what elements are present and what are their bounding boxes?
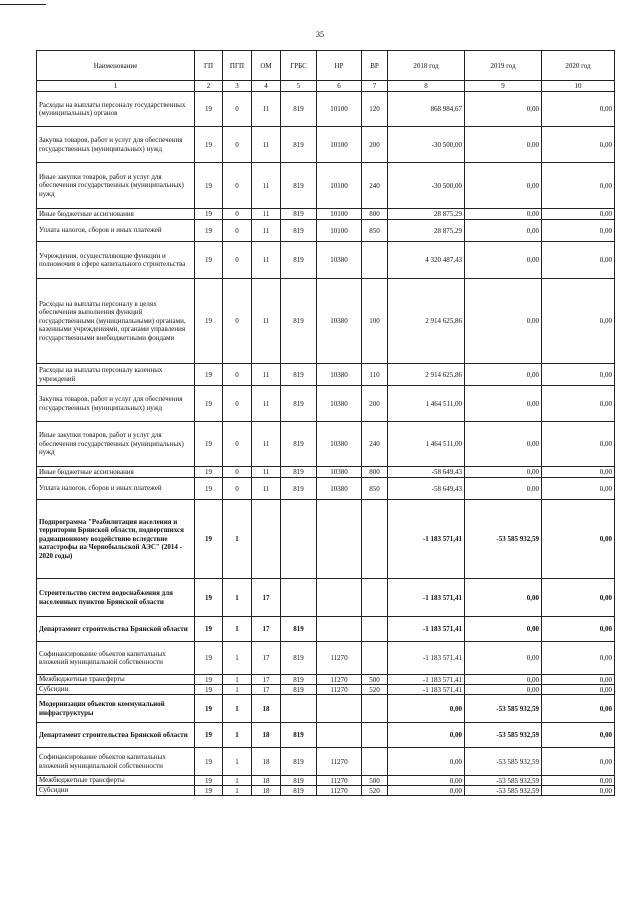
row-2020: 0,00 (542, 579, 615, 617)
row-2020: 0,00 (542, 242, 615, 279)
row-vr: 800 (362, 209, 388, 220)
row-name: Модернизация объектов коммунальной инфраструктуры (37, 695, 195, 723)
row-gp: 19 (195, 723, 223, 748)
row-om: 17 (252, 617, 281, 642)
table-row (37, 386, 615, 422)
row-pgp: 0 (223, 467, 252, 478)
row-name: Департамент строительства Брянской области (37, 723, 195, 748)
col-header-om: ОМ (252, 51, 281, 81)
row-2020: 0,00 (542, 467, 615, 478)
row-om: 18 (252, 695, 281, 723)
col-header-gp: ГП (195, 51, 223, 81)
row-om: 11 (252, 422, 281, 467)
row-name: Иные закупки товаров, работ и услуг для обеспечения государственных (муниципальных) нужд (37, 163, 195, 209)
row-pgp: 1 (223, 776, 252, 786)
row-grbs: 819 (281, 127, 317, 163)
row-gp: 19 (195, 127, 223, 163)
row-name: Иные бюджетные ассигнования (37, 209, 195, 220)
row-om: 17 (252, 579, 281, 617)
table-row (37, 695, 615, 723)
row-vr: 240 (362, 422, 388, 467)
row-vr: 110 (362, 364, 388, 386)
row-pgp: 0 (223, 209, 252, 220)
row-grbs: 819 (281, 220, 317, 242)
col-header-2019: 2019 год (465, 51, 542, 81)
row-nr (317, 723, 362, 748)
col-header-pgp: ПГП (223, 51, 252, 81)
row-gp: 19 (195, 695, 223, 723)
row-2019: -53 585 932,59 (465, 695, 542, 723)
row-name: Иные бюджетные ассигнования (37, 467, 195, 478)
row-pgp: 0 (223, 386, 252, 422)
row-grbs: 819 (281, 748, 317, 776)
col-number: 3 (223, 81, 252, 92)
row-2019: -53 585 932,59 (465, 500, 542, 579)
row-nr: 10380 (317, 364, 362, 386)
row-2020: 0,00 (542, 163, 615, 209)
row-2018: 2 914 625,86 (388, 279, 465, 364)
row-name: Закупка товаров, работ и услуг для обеспечения государственных (муниципальных) нужд (37, 386, 195, 422)
budget-table (36, 50, 615, 796)
row-vr (362, 642, 388, 675)
row-2018: 0,00 (388, 776, 465, 786)
col-number: 4 (252, 81, 281, 92)
table-row (37, 748, 615, 776)
row-name: Межбюджетные трансферты (37, 675, 195, 685)
row-2020: 0,00 (542, 642, 615, 675)
row-vr (362, 242, 388, 279)
row-grbs: 819 (281, 723, 317, 748)
table-row (37, 685, 615, 695)
row-vr: 800 (362, 467, 388, 478)
row-2019: 0,00 (465, 242, 542, 279)
row-2018: 28 875,29 (388, 209, 465, 220)
row-2018: -1 183 571,41 (388, 675, 465, 685)
table-row (37, 579, 615, 617)
row-2018: -1 183 571,41 (388, 685, 465, 695)
row-pgp: 0 (223, 364, 252, 386)
row-2018: -1 183 571,41 (388, 642, 465, 675)
row-nr: 11270 (317, 776, 362, 786)
row-name: Расходы на выплаты персоналу государственных (муниципальных) органов (37, 92, 195, 127)
row-2018: -58 649,43 (388, 478, 465, 500)
row-2018: 0,00 (388, 748, 465, 776)
table-row (37, 675, 615, 685)
row-gp: 19 (195, 748, 223, 776)
row-grbs: 819 (281, 422, 317, 467)
row-om: 11 (252, 209, 281, 220)
row-2020: 0,00 (542, 695, 615, 723)
page-number: 35 (316, 30, 324, 39)
row-pgp: 0 (223, 422, 252, 467)
row-grbs (281, 500, 317, 579)
row-2019: 0,00 (465, 685, 542, 695)
row-nr (317, 579, 362, 617)
row-2019: 0,00 (465, 617, 542, 642)
row-pgp: 1 (223, 786, 252, 796)
row-gp: 19 (195, 279, 223, 364)
row-2018: -30 500,00 (388, 163, 465, 209)
row-pgp: 0 (223, 478, 252, 500)
row-nr: 11270 (317, 786, 362, 796)
table-row (37, 422, 615, 467)
row-om: 18 (252, 776, 281, 786)
col-number: 7 (362, 81, 388, 92)
table-row (37, 220, 615, 242)
col-number: 9 (465, 81, 542, 92)
row-pgp: 1 (223, 723, 252, 748)
col-header-2018: 2018 год (388, 51, 465, 81)
row-name: Департамент строительства Брянской области (37, 617, 195, 642)
row-2018: 1 464 511,00 (388, 422, 465, 467)
row-vr: 240 (362, 163, 388, 209)
row-2020: 0,00 (542, 279, 615, 364)
row-2020: 0,00 (542, 617, 615, 642)
row-2019: 0,00 (465, 642, 542, 675)
row-nr: 10100 (317, 92, 362, 127)
row-grbs: 819 (281, 675, 317, 685)
row-2019: 0,00 (465, 220, 542, 242)
row-2020: 0,00 (542, 685, 615, 695)
row-gp: 19 (195, 500, 223, 579)
table-row (37, 127, 615, 163)
row-name: Уплата налогов, сборов и иных платежей (37, 478, 195, 500)
row-grbs: 819 (281, 642, 317, 675)
row-name: Учреждения, осуществляющие функции и полномочия в сфере капитального строительства (37, 242, 195, 279)
row-2018: 0,00 (388, 695, 465, 723)
header-row (37, 51, 615, 81)
row-gp: 19 (195, 163, 223, 209)
row-nr: 11270 (317, 642, 362, 675)
row-grbs (281, 579, 317, 617)
row-nr (317, 500, 362, 579)
row-vr (362, 748, 388, 776)
row-vr: 500 (362, 675, 388, 685)
row-gp: 19 (195, 579, 223, 617)
row-om: 17 (252, 675, 281, 685)
table-row (37, 92, 615, 127)
row-name: Субсидии (37, 685, 195, 695)
row-gp: 19 (195, 242, 223, 279)
row-vr (362, 500, 388, 579)
row-om: 11 (252, 220, 281, 242)
row-gp: 19 (195, 675, 223, 685)
row-pgp: 1 (223, 617, 252, 642)
row-vr: 850 (362, 220, 388, 242)
row-om: 11 (252, 364, 281, 386)
row-gp: 19 (195, 617, 223, 642)
row-nr: 11270 (317, 748, 362, 776)
row-grbs (281, 695, 317, 723)
row-vr: 200 (362, 127, 388, 163)
row-vr: 850 (362, 478, 388, 500)
row-grbs: 819 (281, 478, 317, 500)
row-gp: 19 (195, 467, 223, 478)
table-row (37, 163, 615, 209)
row-gp: 19 (195, 786, 223, 796)
row-om: 11 (252, 127, 281, 163)
row-nr: 10380 (317, 467, 362, 478)
row-nr: 10380 (317, 422, 362, 467)
row-2019: 0,00 (465, 364, 542, 386)
row-name: Расходы на выплаты персоналу в целях обеспечения выполнения функций государственными (муниципальными) органами, казенными учреждениями, органами управления государственными внебюджетными фондами (37, 279, 195, 364)
row-nr: 10100 (317, 220, 362, 242)
row-gp: 19 (195, 478, 223, 500)
row-grbs: 819 (281, 386, 317, 422)
col-number: 2 (195, 81, 223, 92)
row-pgp: 1 (223, 695, 252, 723)
row-2018: -30 500,00 (388, 127, 465, 163)
row-nr: 10100 (317, 209, 362, 220)
table-row (37, 786, 615, 796)
row-2019: -53 585 932,59 (465, 786, 542, 796)
row-grbs: 819 (281, 685, 317, 695)
row-2018: 0,00 (388, 786, 465, 796)
row-vr: 500 (362, 776, 388, 786)
table-row (37, 242, 615, 279)
row-vr: 120 (362, 92, 388, 127)
row-pgp: 1 (223, 675, 252, 685)
row-pgp: 0 (223, 127, 252, 163)
row-om: 11 (252, 92, 281, 127)
row-nr (317, 617, 362, 642)
row-pgp: 1 (223, 500, 252, 579)
table-row (37, 723, 615, 748)
row-gp: 19 (195, 220, 223, 242)
row-nr: 10100 (317, 127, 362, 163)
row-pgp: 0 (223, 220, 252, 242)
row-2020: 0,00 (542, 386, 615, 422)
row-om: 17 (252, 642, 281, 675)
row-name: Расходы на выплаты персоналу казенных учреждений (37, 364, 195, 386)
row-2020: 0,00 (542, 92, 615, 127)
col-number: 6 (317, 81, 362, 92)
row-pgp: 1 (223, 685, 252, 695)
row-gp: 19 (195, 209, 223, 220)
table-row (37, 617, 615, 642)
row-2018: 1 464 511,00 (388, 386, 465, 422)
col-header-2020: 2020 год (542, 51, 615, 81)
row-2020: 0,00 (542, 127, 615, 163)
top-rule (0, 4, 46, 5)
row-2019: 0,00 (465, 467, 542, 478)
row-grbs: 819 (281, 242, 317, 279)
row-grbs: 819 (281, 617, 317, 642)
row-name: Подпрограмма "Реабилитация населения и территории Брянской области, подвергшихся радиационному воздействию вследствие катастрофы на Чернобыльской АЭС" (2014 - 2020 годы) (37, 500, 195, 579)
row-om: 11 (252, 163, 281, 209)
row-nr: 10380 (317, 478, 362, 500)
row-gp: 19 (195, 776, 223, 786)
row-2020: 0,00 (542, 776, 615, 786)
table-row (37, 467, 615, 478)
row-vr (362, 723, 388, 748)
row-pgp: 0 (223, 242, 252, 279)
row-name: Субсидии (37, 786, 195, 796)
row-grbs: 819 (281, 776, 317, 786)
row-pgp: 0 (223, 279, 252, 364)
row-2018: -1 183 571,41 (388, 617, 465, 642)
row-2019: 0,00 (465, 386, 542, 422)
row-name: Строительство систем водоснабжения для населенных пунктов Брянской области (37, 579, 195, 617)
row-2019: 0,00 (465, 675, 542, 685)
row-2018: -1 183 571,41 (388, 500, 465, 579)
row-2019: 0,00 (465, 422, 542, 467)
row-gp: 19 (195, 364, 223, 386)
table-row (37, 478, 615, 500)
row-name: Софинансирование объектов капитальных вложений муниципальной собственности (37, 642, 195, 675)
row-vr (362, 695, 388, 723)
row-grbs: 819 (281, 467, 317, 478)
row-2019: 0,00 (465, 279, 542, 364)
row-nr: 10380 (317, 386, 362, 422)
row-om: 11 (252, 279, 281, 364)
row-2019: 0,00 (465, 579, 542, 617)
table-row (37, 279, 615, 364)
row-nr (317, 695, 362, 723)
row-name: Межбюджетные трансферты (37, 776, 195, 786)
row-om: 18 (252, 786, 281, 796)
row-pgp: 1 (223, 642, 252, 675)
row-vr: 200 (362, 386, 388, 422)
row-grbs: 819 (281, 364, 317, 386)
row-2020: 0,00 (542, 478, 615, 500)
row-2020: 0,00 (542, 364, 615, 386)
row-om: 11 (252, 386, 281, 422)
row-nr: 10100 (317, 163, 362, 209)
row-pgp: 0 (223, 163, 252, 209)
row-2020: 0,00 (542, 675, 615, 685)
row-gp: 19 (195, 422, 223, 467)
row-2020: 0,00 (542, 786, 615, 796)
row-gp: 19 (195, 642, 223, 675)
row-pgp: 0 (223, 92, 252, 127)
col-header-vr: ВР (362, 51, 388, 81)
row-grbs: 819 (281, 163, 317, 209)
row-2018: 4 320 487,43 (388, 242, 465, 279)
row-grbs: 819 (281, 92, 317, 127)
row-vr: 520 (362, 786, 388, 796)
row-2019: -53 585 932,59 (465, 776, 542, 786)
row-grbs: 819 (281, 209, 317, 220)
row-om: 18 (252, 723, 281, 748)
row-2018: 28 875,29 (388, 220, 465, 242)
row-nr: 10380 (317, 242, 362, 279)
row-2019: -53 585 932,59 (465, 723, 542, 748)
col-header-nr: НР (317, 51, 362, 81)
row-2019: 0,00 (465, 92, 542, 127)
column-number-row (37, 81, 615, 92)
row-grbs: 819 (281, 279, 317, 364)
col-number: 8 (388, 81, 465, 92)
row-om: 17 (252, 685, 281, 695)
row-vr: 520 (362, 685, 388, 695)
row-om: 18 (252, 748, 281, 776)
table-row (37, 776, 615, 786)
col-header-grbs: ГРБС (281, 51, 317, 81)
row-pgp: 1 (223, 579, 252, 617)
row-2019: -53 585 932,59 (465, 748, 542, 776)
row-2020: 0,00 (542, 748, 615, 776)
row-2019: 0,00 (465, 127, 542, 163)
row-2020: 0,00 (542, 723, 615, 748)
row-vr (362, 617, 388, 642)
table-row (37, 642, 615, 675)
table-row (37, 364, 615, 386)
row-name: Уплата налогов, сборов и иных платежей (37, 220, 195, 242)
row-pgp: 1 (223, 748, 252, 776)
row-om: 11 (252, 242, 281, 279)
row-name: Софинансирование объектов капитальных вложений муниципальной собственности (37, 748, 195, 776)
row-gp: 19 (195, 386, 223, 422)
col-number: 10 (542, 81, 615, 92)
row-name: Иные закупки товаров, работ и услуг для обеспечения государственных (муниципальных) нужд (37, 422, 195, 467)
table-row (37, 500, 615, 579)
col-number: 5 (281, 81, 317, 92)
row-2019: 0,00 (465, 478, 542, 500)
row-2018: -1 183 571,41 (388, 579, 465, 617)
row-2019: 0,00 (465, 209, 542, 220)
row-2018: 868 984,67 (388, 92, 465, 127)
row-2020: 0,00 (542, 500, 615, 579)
row-grbs: 819 (281, 786, 317, 796)
row-nr: 10380 (317, 279, 362, 364)
row-vr (362, 579, 388, 617)
row-2020: 0,00 (542, 422, 615, 467)
row-vr: 100 (362, 279, 388, 364)
row-2018: 2 914 625,86 (388, 364, 465, 386)
row-nr: 11270 (317, 685, 362, 695)
col-header-name: Наименование (37, 51, 195, 81)
row-2020: 0,00 (542, 209, 615, 220)
col-number: 1 (37, 81, 195, 92)
row-om: 11 (252, 478, 281, 500)
row-2019: 0,00 (465, 163, 542, 209)
row-2020: 0,00 (542, 220, 615, 242)
table-row (37, 209, 615, 220)
row-2018: 0,00 (388, 723, 465, 748)
row-nr: 11270 (317, 675, 362, 685)
row-om: 11 (252, 467, 281, 478)
row-2018: -58 649,43 (388, 467, 465, 478)
row-gp: 19 (195, 685, 223, 695)
row-om (252, 500, 281, 579)
row-name: Закупка товаров, работ и услуг для обеспечения государственных (муниципальных) нужд (37, 127, 195, 163)
row-gp: 19 (195, 92, 223, 127)
